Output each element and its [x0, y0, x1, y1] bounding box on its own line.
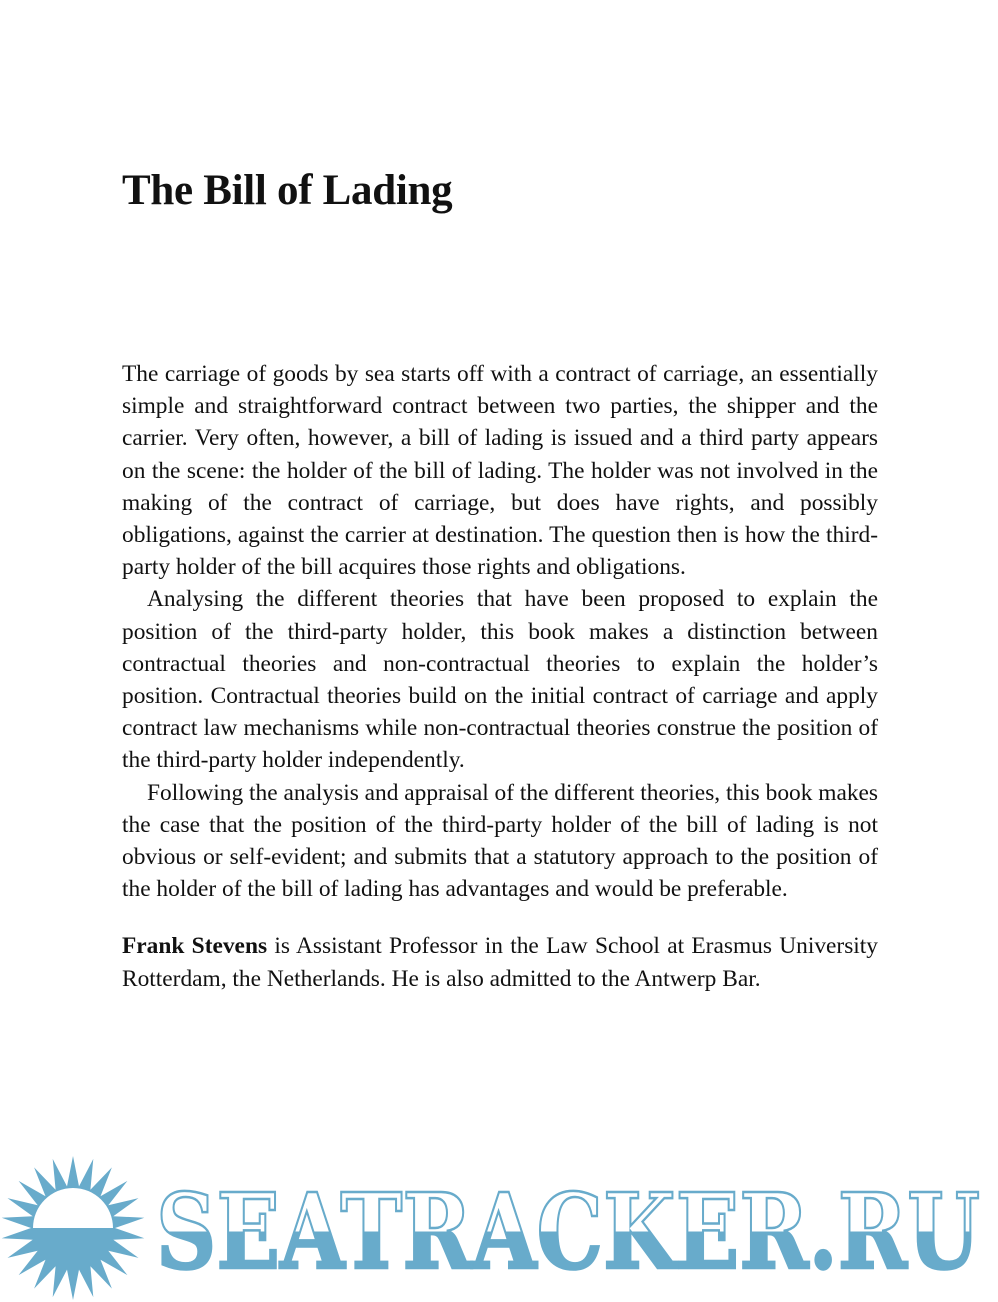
author-bio-text: is Assistant Professor in the Law School at Erasmus University Rotterdam, the Netherlands. He is also admitted to the Antwerp Bar.	[122, 933, 878, 992]
watermark-logo	[0, 1150, 998, 1302]
blurb	[122, 358, 878, 995]
author-bio	[122, 930, 878, 994]
author-name: Frank Stevens	[122, 933, 268, 960]
paragraph: Analysing the different theories that have been proposed to explain the position of the third-party holder, this book makes a distinction between contractual theories and non-contractual theories to explain the holder’s position. Contractual theories build on the initial contract of carriage and apply contract law mechanisms while non-contractual theories construe the position of the third-party holder independently.	[122, 586, 878, 774]
paragraph: The carriage of goods by sea starts off with a contract of carriage, an essentially simple and straightforward contract between two parties, the shipper and the carrier. Very often, however, a bill of lading is issued and a third party appears on the scene: the holder of the bill of lading. The holder was not involved in the making of the contract of carriage, but does have rights, and possibly obligations, against the carrier at destination. The question then is how the third-party holder of the bill acquires those rights and obligations.	[122, 361, 878, 581]
page-title: The Bill of Lading	[122, 167, 453, 214]
watermark-text: SEATRACKER.RU	[156, 1170, 980, 1293]
paragraph: Following the analysis and appraisal of the different theories, this book makes the case that the position of the third-party holder of the bill of lading is not obvious or self-evident; and submits that a statutory approach to the position of the holder of the bill of lading has advantages and would be preferable.	[122, 779, 879, 903]
sun-icon	[2, 1156, 145, 1300]
